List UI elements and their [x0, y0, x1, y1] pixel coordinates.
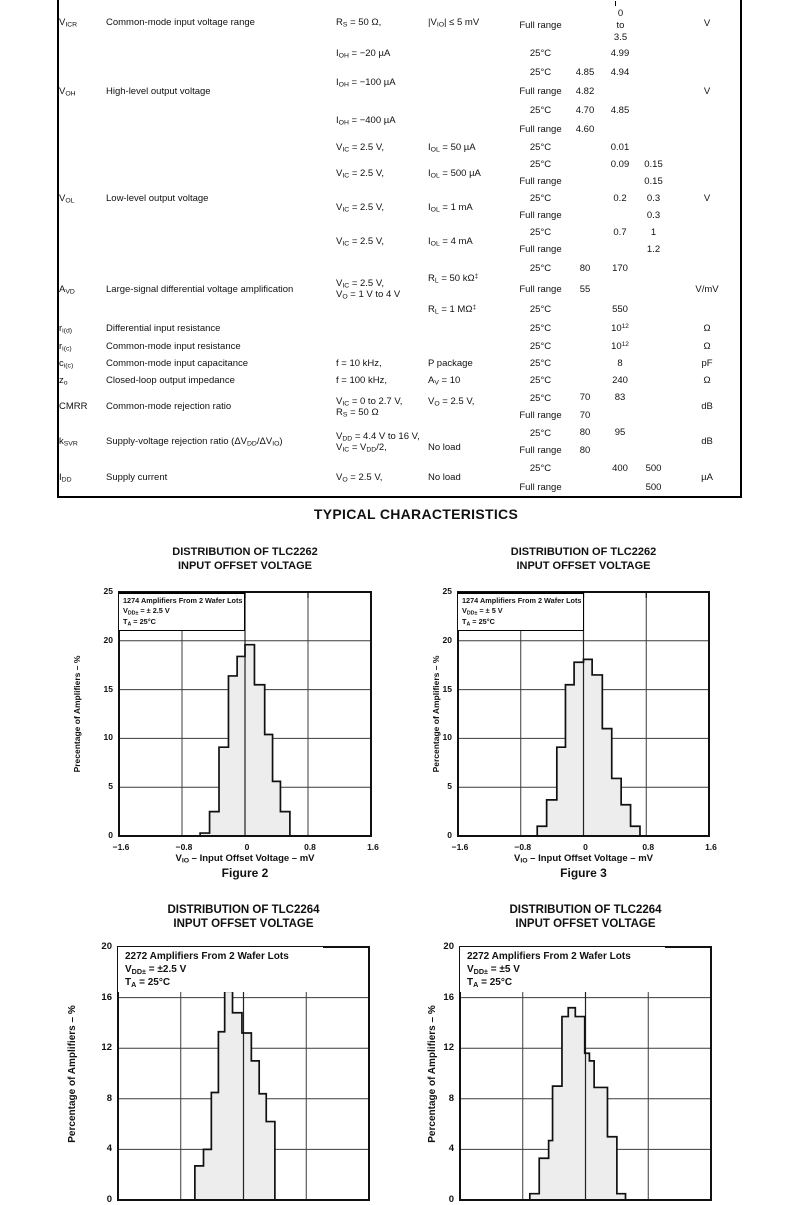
y-tick-label: 0 — [106, 1194, 112, 1205]
temperature-cell: Full range — [519, 176, 562, 187]
y-tick-label: 20 — [442, 634, 452, 645]
value-cell: 0.01 — [610, 141, 630, 153]
x-tick-label: 1.6 — [367, 842, 379, 852]
chart-title: DISTRIBUTION OF TLC2264 INPUT OFFSET VOLTAGE — [167, 904, 320, 930]
x-tick-label: 0 — [583, 842, 588, 852]
temperature-cell: 25°C — [529, 105, 552, 116]
parameter-name: Differential input resistance — [106, 323, 221, 335]
test-conditions: $V_{IC} = 2.5$ V, $I_{OL} = 50$ µA — [336, 142, 476, 154]
unit-cell: µA — [701, 472, 713, 484]
y-tick-label: 4 — [448, 1143, 454, 1155]
temperature-cell: Full range — [519, 124, 562, 135]
parameter-name: Supply current — [106, 472, 168, 484]
y-tick-label: 20 — [103, 634, 113, 645]
temperature-cell: 25°C — [529, 193, 552, 204]
y-axis-label: Precentage of Amplifiers – % — [72, 655, 82, 773]
y-tick-label: 15 — [442, 683, 452, 694]
value-cell: 80 95 — [579, 427, 626, 439]
y-tick-label: 20 — [101, 941, 112, 952]
unit-cell: dB — [701, 401, 713, 413]
test-conditions: $V_O = 2.5$ V, No load — [336, 472, 461, 484]
parameter-name: Large-signal differential voltage amplification — [106, 283, 294, 295]
temperature-cell: 25°C — [529, 159, 552, 170]
value-cell: 0.7 1 — [613, 226, 657, 238]
y-tick-label: 8 — [106, 1092, 112, 1104]
table-row — [58, 355, 741, 372]
value-cell: 240 — [612, 375, 628, 387]
temperature-cell: 25°C — [529, 392, 552, 404]
temperature-cell: Full range — [519, 86, 562, 97]
x-tick-label: −0.8 — [514, 842, 532, 852]
y-axis-label: Percentage of Amplifiers – % — [427, 1004, 438, 1143]
x-tick-label: 0.8 — [304, 842, 316, 852]
parameter-name: High-level output voltage — [106, 86, 211, 97]
temperature-cell: 25°C — [529, 463, 552, 475]
parameter-name: Closed-loop output impedance — [106, 375, 235, 387]
x-tick-label: −1.6 — [112, 842, 130, 852]
value-cell: 1.2 — [646, 243, 661, 255]
temperature-cell: Full range — [519, 481, 562, 493]
value-cell: 0 to 3.5 — [613, 8, 628, 43]
value-cell: $10^{12}$ — [611, 340, 629, 352]
unit-cell: Ω — [703, 340, 711, 352]
x-tick-label: 0.8 — [642, 842, 655, 852]
unit-cell: pF — [701, 357, 713, 369]
histogram-fill — [530, 1008, 626, 1200]
test-conditions: $I_{OH} = -400$ µA — [336, 114, 396, 127]
parameter-symbol: $V_{ICR}$ — [59, 17, 78, 29]
parameter-name: Supply-voltage rejection ratio $(\Delta V_{DD}/\Delta V_{IO})$ — [106, 436, 283, 448]
temperature-cell: 25°C — [529, 340, 552, 352]
parameter-symbol: $A_{VD}$ — [59, 283, 75, 296]
test-conditions: $R_L = 50$ kΩ‡ — [428, 273, 479, 285]
unit-cell: Ω — [703, 323, 711, 335]
temperature-cell: 25°C — [529, 427, 552, 439]
temperature-cell: 25°C — [529, 323, 552, 335]
y-tick-label: 25 — [442, 586, 452, 596]
y-tick-label: 8 — [448, 1092, 454, 1104]
y-tick-label: 16 — [101, 991, 112, 1003]
chart-title: DISTRIBUTION OF TLC2262 INPUT OFFSET VOLTAGE — [510, 546, 657, 572]
temperature-cell: 25°C — [529, 48, 552, 59]
table-row — [58, 320, 741, 337]
test-conditions — [336, 337, 514, 354]
unit-cell: dB — [701, 436, 713, 448]
temperature-cell: 25°C — [529, 357, 552, 369]
test-conditions: $I_{OH} = -20$ µA — [336, 48, 391, 60]
table-row — [58, 372, 741, 389]
test-conditions: $R_L = 1$ MΩ‡ — [428, 304, 477, 316]
test-conditions: $V_{IC} = 2.5$ V, $I_{OL} = 500$ µA — [336, 167, 481, 180]
temperature-cell: Full range — [519, 410, 562, 421]
value-cell: 70 — [579, 409, 591, 421]
test-conditions — [336, 320, 514, 337]
y-tick-label: 0 — [448, 1194, 454, 1205]
chart-title: DISTRIBUTION OF TLC2262 INPUT OFFSET VOLTAGE — [172, 546, 318, 572]
x-tick-label: −0.8 — [175, 842, 193, 852]
parameter-symbol: $r_{i(d)}$ — [59, 323, 73, 335]
y-tick-label: 5 — [447, 781, 452, 792]
temperature-cell: Full range — [519, 244, 562, 255]
value-cell: 0.09 0.15 — [610, 158, 663, 170]
value-cell: $10^{12}$ — [611, 323, 629, 335]
test-conditions: $V_{IC} = 2.5$ V, $V_O = 1$ V to 4 V — [336, 278, 401, 301]
x-tick-label: −1.6 — [451, 842, 469, 852]
test-conditions: $V_{IC} = 2.5$ V, $I_{OL} = 4$ mA — [336, 235, 473, 248]
value-cell: 0.3 — [646, 209, 661, 221]
x-axis-label: $V_{IO}$ – Input Offset Voltage – mV — [513, 853, 653, 865]
y-tick-label: 5 — [108, 781, 113, 792]
y-axis-label: Percentage of Amplifiers – % — [67, 1004, 78, 1143]
parameter-name: Common-mode rejection ratio — [106, 401, 232, 413]
annotation: 2272 Amplifiers From 2 Wafer Lots $V_{DD\pm} = \pm 5$ V $T_A = 25^\circ C$ — [460, 947, 665, 992]
parameter-symbol: $c_{i(c)}$ — [59, 357, 74, 370]
value-cell: 70 83 — [579, 392, 626, 404]
x-tick-label: 1.6 — [705, 842, 717, 852]
histogram-fill — [537, 659, 640, 836]
parameter-symbol: $V_{OL}$ — [59, 193, 75, 205]
parameter-symbol: CMRR — [59, 401, 88, 413]
value-cell: 4.85 4.94 — [575, 66, 630, 78]
y-tick-label: 0 — [447, 830, 452, 840]
temperature-cell: Full range — [519, 445, 562, 456]
temperature-cell: 25°C — [529, 262, 552, 274]
test-conditions: $V_{IC} = 0$ to 2.7 V, $V_O = 2.5$ V, $R_S = 50$ Ω — [336, 395, 475, 419]
unit-cell: V — [703, 17, 711, 29]
temperature-cell: 25°C — [529, 142, 552, 153]
unit-cell: V/mV — [695, 283, 719, 295]
y-tick-label: 15 — [103, 683, 113, 694]
parameter-symbol: $k_{SVR}$ — [59, 436, 78, 448]
unit-cell: Ω — [703, 375, 711, 387]
y-tick-label: 20 — [443, 941, 454, 952]
value-cell: 4.60 — [575, 123, 595, 135]
unit-cell: V — [703, 193, 711, 204]
temperature-cell: 25°C — [529, 375, 552, 387]
table-row — [58, 459, 741, 478]
y-tick-label: 12 — [101, 1042, 112, 1054]
parameter-name: Common-mode input voltage range — [106, 17, 255, 28]
y-tick-label: 25 — [103, 586, 113, 596]
value-cell: 55 — [579, 283, 591, 295]
y-axis-label: Percentage of Amplifiers – % — [431, 655, 441, 773]
y-tick-label: 4 — [106, 1143, 112, 1155]
test-conditions: $I_{OH} = -100$ µA — [336, 76, 396, 89]
y-tick-label: 0 — [108, 830, 113, 840]
table-row — [58, 424, 741, 442]
y-tick-label: 10 — [103, 732, 113, 743]
value-cell: 80 170 — [579, 262, 628, 274]
value-cell: 80 — [579, 444, 591, 456]
temperature-cell: 25°C — [529, 304, 552, 316]
value-cell: 4.99 — [610, 47, 630, 59]
annotation: 1274 Amplifiers From 2 Wafer Lots $V_{DD\pm}$ = ± 2.5 V $T_A = 25^\circ C$ — [119, 592, 245, 631]
temperature-cell: Full range — [519, 210, 562, 221]
parameter-symbol: $V_{OH}$ — [59, 86, 76, 98]
value-cell: 0.2 0.3 — [613, 192, 661, 204]
y-tick-label: 10 — [442, 732, 452, 743]
value-cell: 4.70 4.85 — [575, 104, 630, 116]
x-axis-label: $V_{IO}$ – Input Offset Voltage – mV — [175, 853, 315, 865]
x-tick-label: 0 — [244, 842, 250, 852]
test-conditions: $V_{DD} = 4.4$ V to 16 V, $V_{IC} = V_{DD}/2$, No load — [336, 430, 461, 454]
test-conditions: $R_S = 50$ Ω, $|V_{IO}| \le 5$ mV — [336, 17, 480, 29]
section-title: TYPICAL CHARACTERISTICS — [313, 506, 519, 522]
parameter-name: Low-level output voltage — [106, 193, 209, 204]
value-cell: 8 — [617, 357, 623, 369]
value-cell: 500 — [645, 481, 662, 493]
unit-cell: V — [703, 86, 711, 97]
table-row — [58, 389, 741, 407]
temperature-cell: Full range — [519, 19, 562, 31]
test-conditions: f = 10 kHz, P package — [336, 357, 473, 369]
y-tick-label: 16 — [443, 991, 454, 1003]
electrical-characteristics-table — [57, 0, 742, 498]
parameter-symbol: $I_{DD}$ — [59, 472, 72, 484]
parameter-name: Common-mode input capacitance — [106, 357, 249, 369]
parameter-symbol: $z_o$ — [59, 375, 68, 387]
parameter-name: Common-mode input resistance — [106, 340, 241, 352]
table-row — [58, 258, 741, 279]
table-row — [58, 139, 741, 156]
y-tick-label: 12 — [443, 1042, 454, 1054]
temperature-cell: 25°C — [529, 227, 552, 238]
value-cell: 550 — [612, 304, 628, 316]
table-row — [58, 44, 741, 63]
test-conditions: $V_{IC} = 2.5$ V, $I_{OL} = 1$ mA — [336, 201, 473, 214]
annotation: 1274 Amplifiers From 2 Wafer Lots $V_{DD\pm}$ = ± 5 V $T_A = 25^\circ C$ — [458, 592, 584, 631]
test-conditions: f = 100 kHz, $A_V = 10$ — [336, 375, 461, 387]
parameter-symbol: $r_{i(c)}$ — [59, 340, 72, 353]
value-cell: 0.15 — [644, 175, 663, 187]
annotation: 2272 Amplifiers From 2 Wafer Lots $V_{DD\pm} = \pm 2.5$ V $T_A = 25^\circ C$ — [118, 947, 323, 992]
table-row — [58, 337, 741, 354]
value-cell: 400 500 — [612, 463, 662, 475]
histogram-fill — [195, 991, 275, 1200]
temperature-cell: Full range — [519, 283, 562, 295]
temperature-cell: 25°C — [529, 67, 552, 78]
figure-caption: Figure 2 — [221, 866, 269, 880]
chart-title: DISTRIBUTION OF TLC2264 INPUT OFFSET VOLTAGE — [509, 904, 662, 930]
figure-caption: Figure 3 — [560, 866, 607, 880]
value-cell: 4.82 — [575, 85, 595, 97]
